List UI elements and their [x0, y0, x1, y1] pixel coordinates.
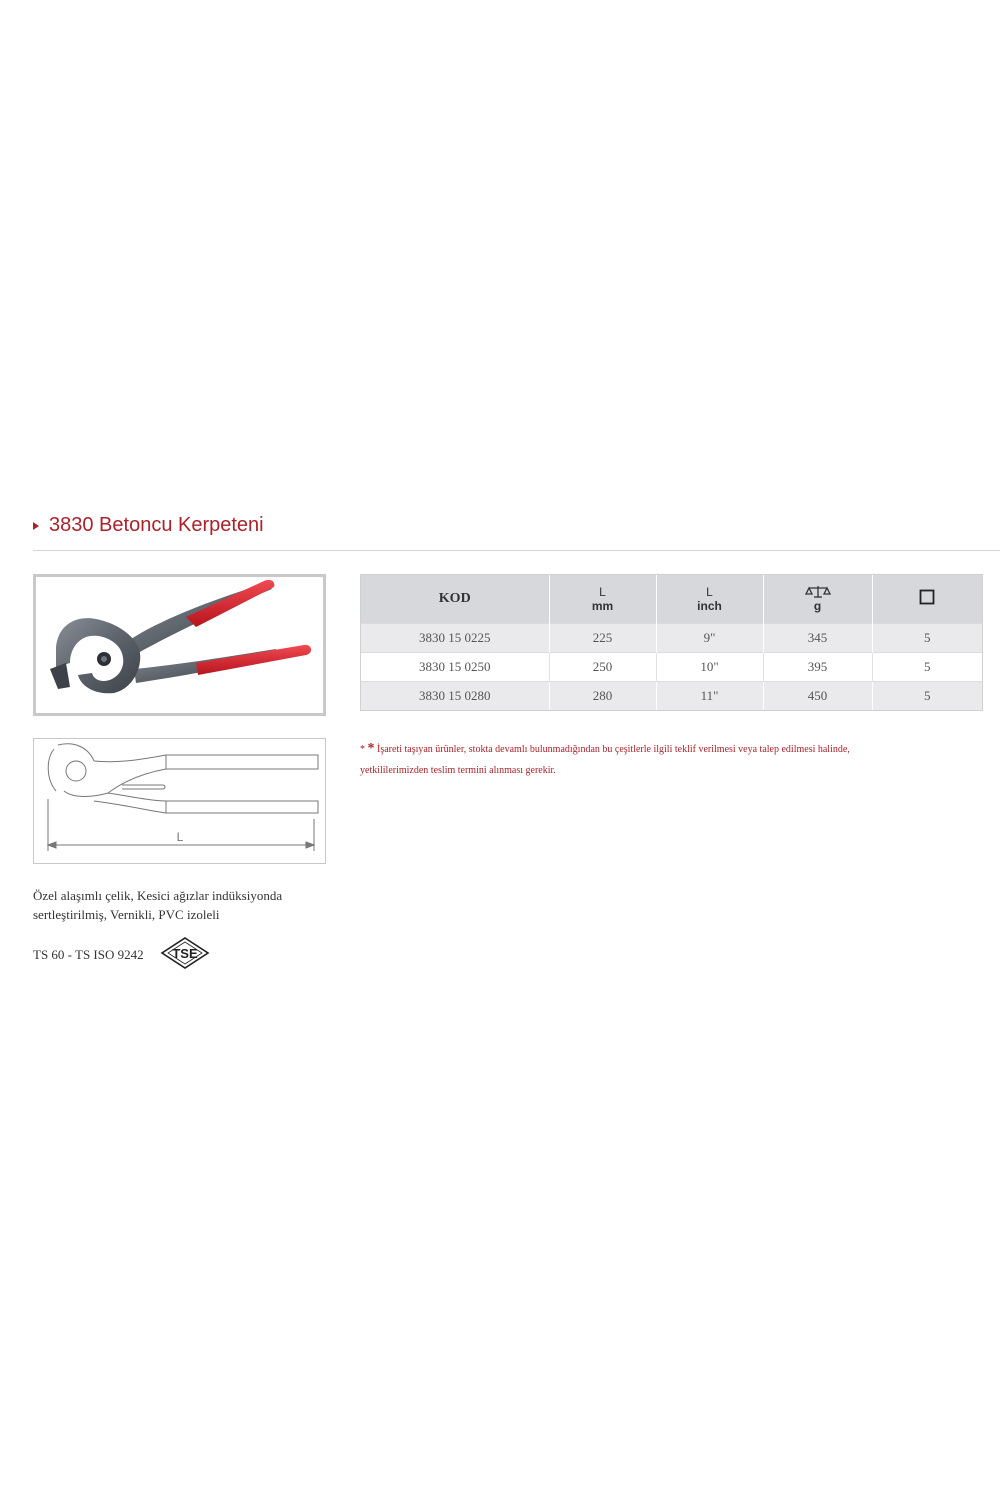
header-length-mm-unit: mm [591, 599, 614, 613]
stock-note-line-2: yetkililerimizden teslim termini alınması gerekir. [360, 765, 556, 776]
cell-inch: 11" [656, 682, 763, 711]
table-row [361, 682, 982, 711]
header-length-mm-top: L [599, 585, 606, 599]
note-prefix: * [360, 744, 368, 755]
table-row [361, 624, 982, 653]
table-header-row [361, 575, 982, 624]
note-star: * [367, 741, 375, 756]
dimension-label-l: L [176, 830, 184, 844]
stock-note-line-1 [360, 738, 960, 760]
section-divider [33, 550, 1000, 551]
section-title [33, 514, 264, 537]
header-kod: KOD [361, 575, 549, 624]
cell-package: 5 [872, 682, 982, 711]
cell-weight: 450 [763, 682, 872, 711]
triangle-bullet-icon [33, 522, 39, 530]
tse-logo-text: TSE [171, 946, 198, 961]
header-weight [763, 575, 872, 624]
cell-kod: 3830 15 0225 [361, 624, 549, 653]
pliers-outline-diagram [34, 739, 325, 863]
cell-weight: 345 [763, 624, 872, 653]
note-line-1-text: İşareti taşıyan ürünler, stokta devamlı bulunmadığından bu çeşitlerle ilgili teklif verilmesi veya talep edilmesi halinde, [374, 744, 850, 755]
product-description: Özel alaşımlı çelik, Kesici ağızlar indüksiyonda sertleştirilmiş, Vernikli, PVC izoleli [33, 888, 283, 922]
cell-kod: 3830 15 0250 [361, 653, 549, 682]
cell-weight: 395 [763, 653, 872, 682]
tse-logo-icon [160, 936, 210, 974]
pliers-photo-image [36, 577, 323, 713]
cell-kod: 3830 15 0280 [361, 682, 549, 711]
cell-mm: 225 [549, 624, 656, 653]
cell-mm: 280 [549, 682, 656, 711]
cell-inch: 10" [656, 653, 763, 682]
header-length-mm [549, 575, 656, 624]
header-length-inch-top: L [706, 585, 713, 599]
standard-text: TS 60 - TS ISO 9242 [33, 947, 144, 962]
stock-note [360, 738, 960, 781]
section-title-text: 3830 Betoncu Kerpeteni [49, 514, 264, 536]
table-row [361, 653, 982, 682]
standard-row [33, 936, 210, 974]
header-length-inch-unit: inch [697, 599, 722, 613]
header-weight-unit: g [813, 599, 822, 613]
cell-inch: 9" [656, 624, 763, 653]
scale-icon [805, 585, 831, 599]
spec-table [360, 574, 983, 711]
product-photo [33, 574, 326, 716]
header-length-inch [656, 575, 763, 624]
box-icon [919, 589, 935, 605]
cell-package: 5 [872, 624, 982, 653]
technical-drawing [33, 738, 326, 864]
cell-mm: 250 [549, 653, 656, 682]
cell-package: 5 [872, 653, 982, 682]
header-package [872, 575, 982, 624]
